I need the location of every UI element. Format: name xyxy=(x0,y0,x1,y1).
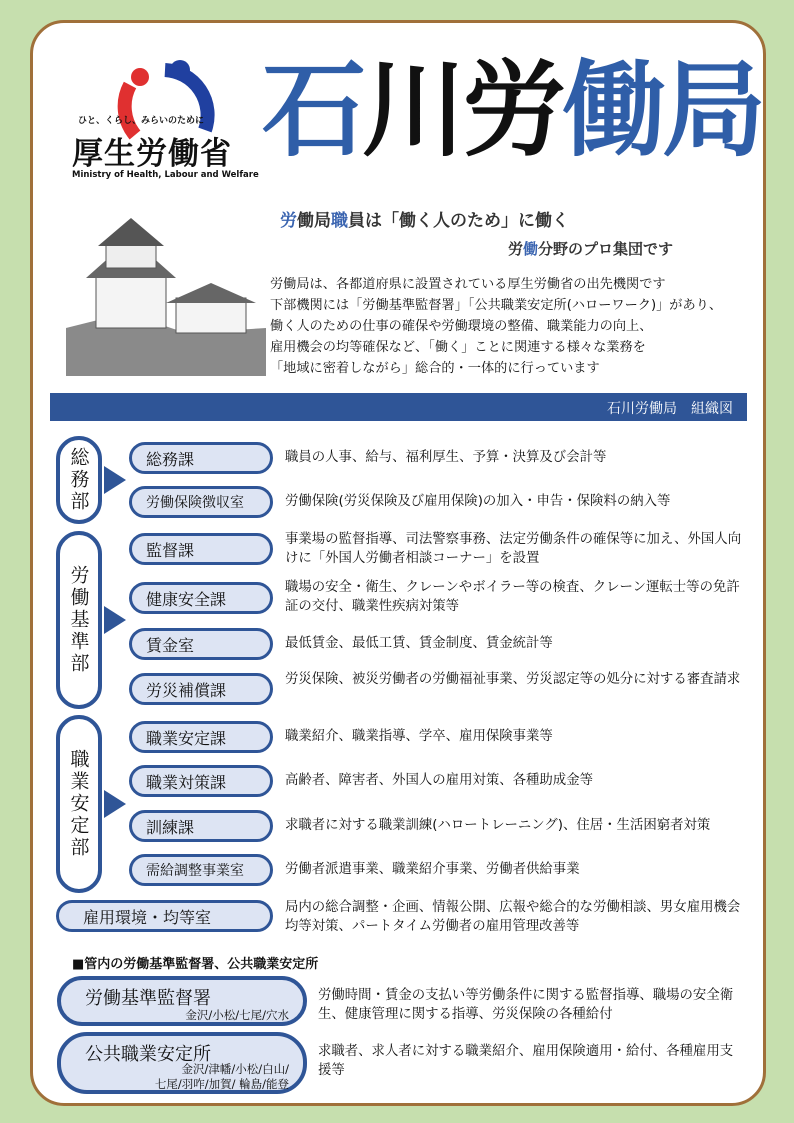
logo-tagline: ひと、くらし、みらいのために xyxy=(78,116,205,126)
dept-employment-security: 職業安定部 xyxy=(56,715,102,893)
t: 分野のプロ集団です xyxy=(538,240,674,258)
logo-name: 厚生労働省 xyxy=(72,136,232,172)
dept-labor-standards: 労働基準部 xyxy=(56,531,102,709)
section-pill: 総務課 xyxy=(129,442,273,474)
offices-header: ■管内の労働基準監督署、公共職業安定所 xyxy=(72,957,319,972)
section-pill: 労働保険徴収室 xyxy=(129,486,273,518)
section-desc: 事業場の監督指導、司法警察事務、法定労働条件の確保等に加え、外国人向けに「外国人労働者相談コーナー」を設置 xyxy=(285,532,742,566)
intro-text xyxy=(270,274,722,379)
section-pill: 職業対策課 xyxy=(129,765,273,797)
t: 働局 xyxy=(297,211,331,231)
t: 労 xyxy=(508,240,524,258)
tagline-line2 xyxy=(508,238,673,259)
section-desc: 労災保険、被災労働者の労働福祉事業、労災認定等の処分に対する審査請求 xyxy=(285,672,741,687)
dept-general-affairs: 総務部 xyxy=(56,436,102,524)
intro-line: 「地域に密着しながら」総合的・一体的に行っています xyxy=(270,361,600,376)
section-desc: 労働保険(労災保険及び雇用保険)の加入・申告・保険料の納入等 xyxy=(285,494,671,509)
office-name: 公共職業安定所 xyxy=(85,1044,211,1065)
intro-line: 雇用機会の均等確保など、「働く」ことに関連する様々な業務を xyxy=(270,340,646,355)
section-desc: 職員の人事、給与、福利厚生、予算・決算及び会計等 xyxy=(285,450,607,465)
section-desc: 最低賃金、最低工賃、賃金制度、賃金統計等 xyxy=(285,636,553,651)
office-locations: 金沢/小松/七尾/穴水 xyxy=(185,1008,289,1022)
section-pill: 職業安定課 xyxy=(129,721,273,753)
office-desc: 求職者、求人者に対する職業紹介、雇用保険適用・給付、各種雇用支援等 xyxy=(318,1044,734,1078)
arrow-icon xyxy=(104,790,126,818)
org-chart-banner: 石川労働局 組織図 xyxy=(50,393,747,421)
section-pill: 労災補償課 xyxy=(129,673,273,705)
office-desc: 労働時間・賃金の支払い等労働条件に関する監督指導、職場の安全衛生、健康管理に関する指導、労災保険の各種給付 xyxy=(318,988,734,1022)
loc: 金沢/津幡/小松/白山/ xyxy=(181,1062,289,1076)
castle-illustration-icon xyxy=(66,218,266,376)
section-desc: 高齢者、障害者、外国人の雇用対策、各種助成金等 xyxy=(285,773,593,788)
tagline-line1 xyxy=(280,206,569,231)
loc: 七尾/羽咋/加賀/ 輪島/能登 xyxy=(154,1077,289,1091)
t: 員は「働く人のため」に働く xyxy=(348,211,569,231)
title-part: 川労 xyxy=(362,49,563,171)
t: 働 xyxy=(523,240,539,258)
intro-line: 働く人のための仕事の確保や労働環境の整備、職業能力の向上、 xyxy=(270,319,653,334)
section-desc: 労働者派遣事業、職業紹介事業、労働者供給事業 xyxy=(285,862,580,877)
logo-english: Ministry of Health, Labour and Welfare xyxy=(72,170,259,180)
section-pill: 雇用環境・均等室 xyxy=(56,900,273,932)
section-desc: 局内の総合調整・企画、情報公開、広報や総合的な労働相談、男女雇用機会均等対策、パートタイム労働者の雇用管理改善等 xyxy=(285,900,741,934)
section-pill: 健康安全課 xyxy=(129,582,273,614)
section-desc: 求職者に対する職業訓練(ハロートレーニング)、住居・生活困窮者対策 xyxy=(285,818,711,833)
arrow-icon xyxy=(104,606,126,634)
office-locations xyxy=(155,1062,289,1092)
title-part: 石 xyxy=(262,49,363,171)
section-desc: 職場の安全・衛生、クレーンやボイラー等の検査、クレーン運転士等の免許証の交付、職業性疾病対策等 xyxy=(285,580,740,614)
office-labor-inspection xyxy=(57,976,307,1026)
section-pill: 需給調整事業室 xyxy=(129,854,273,886)
intro-line: 労働局は、各都道府県に設置されている厚生労働省の出先機関です xyxy=(270,277,666,292)
section-pill: 監督課 xyxy=(129,533,273,565)
title-part: 働局 xyxy=(562,49,763,171)
section-pill: 賃金室 xyxy=(129,628,273,660)
section-desc: 職業紹介、職業指導、学卒、雇用保険事業等 xyxy=(285,729,553,744)
page-title xyxy=(262,49,763,171)
office-name: 労働基準監督署 xyxy=(85,988,211,1009)
section-pill: 訓練課 xyxy=(129,810,273,842)
t: 職 xyxy=(331,211,348,231)
intro-line: 下部機関には「労働基準監督署」「公共職業安定所(ハローワーク)」があり、 xyxy=(270,298,723,313)
t: 労 xyxy=(280,211,297,231)
arrow-icon xyxy=(104,466,126,494)
office-hello-work xyxy=(57,1032,307,1094)
